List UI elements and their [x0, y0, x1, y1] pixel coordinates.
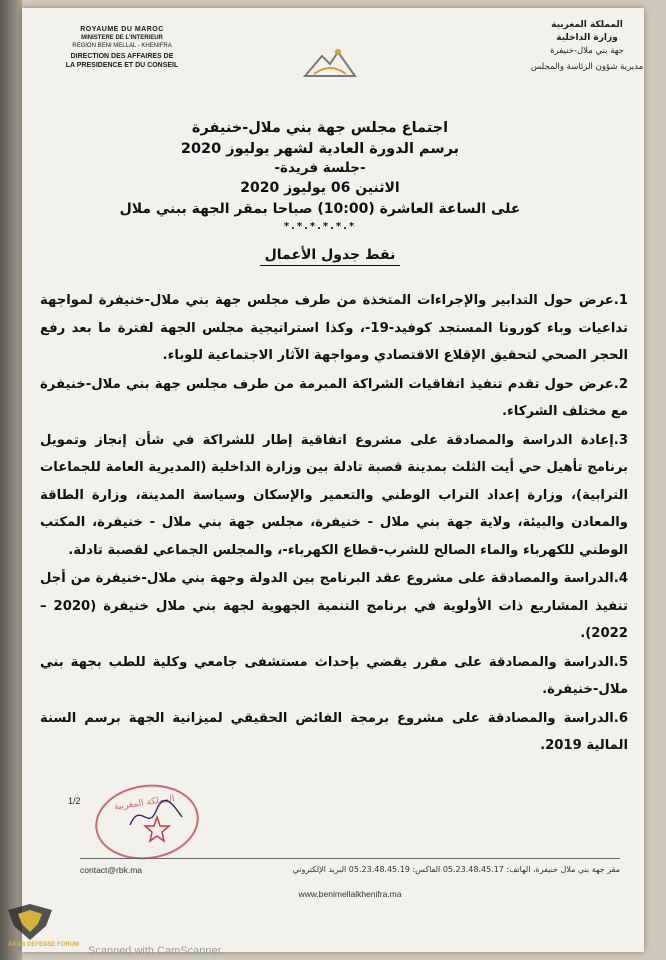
- header-left-line2: MINISTERE DE L'INTERIEUR: [81, 35, 163, 41]
- header-left-line4: DIRECTION DES AFFAIRES DE: [70, 53, 174, 60]
- stamp-text: المملكة المغربية: [113, 793, 176, 813]
- agenda-item-number: 5.: [613, 654, 628, 670]
- page-edge-shadow: [0, 0, 22, 960]
- region-logo-icon: [300, 44, 360, 84]
- header-right-line4: مديرية شؤون الرئاسة والمجلس: [530, 62, 644, 72]
- agenda-item-number: 3.: [613, 432, 628, 448]
- agenda-item-text: الدراسة والمصادقة على مقرر يقضي بإحداث مستشفى جامعي وكلية للطب بجهة بني ملال-خنيفرة.: [40, 654, 628, 697]
- forum-watermark-text: ARAB DEFENSE FORUM: [8, 942, 80, 948]
- agenda-item: [40, 287, 628, 370]
- footer-address: مقر جهة بني ملال خنيفرة، الهاتف: 05.23.48.45.17 الفاكس: 05.23.48.45.19 البريد الإلكتروني: [292, 865, 620, 874]
- agenda-list: [40, 287, 628, 761]
- heading-date: الاثنين 06 يوليوز 2020: [240, 180, 400, 196]
- heading-line1: اجتماع مجلس جهة بني ملال-خنيفرة: [191, 120, 449, 136]
- header-right-arabic: [522, 20, 652, 72]
- agenda-item: [40, 649, 628, 704]
- header-left-french: [22, 26, 222, 70]
- header-left-line1: ROYAUME DU MAROC: [80, 26, 164, 33]
- heading-line2: برسم الدورة العادية لشهر يوليوز 2020: [180, 141, 460, 157]
- agenda-item: [40, 427, 628, 565]
- footer-email[interactable]: contact@rbk.ma: [80, 865, 143, 875]
- header-right-line2: وزارة الداخلية: [556, 33, 618, 43]
- signature-icon: [126, 795, 186, 835]
- agenda-item-number: 6.: [613, 710, 628, 726]
- agenda-item-number: 4.: [613, 571, 628, 586]
- camscanner-watermark: Scanned with CamScanner: [88, 945, 222, 957]
- footer: [80, 858, 620, 899]
- header-left-line3: REGION BENI MELLAL - KHENIFRA: [72, 43, 172, 49]
- heading-line3: -جلسة فريدة-: [274, 160, 366, 176]
- agenda-item-text: إعادة الدراسة والمصادقة على مشروع اتفاقية إطار للشراكة في شأن إنجاز وتمويل برنامج تأهيل حي أيت الثلث بمدينة قصبة تادلة بين وزارة الداخلية (المديرية العامة للجماعات الترابية)، وزارة إعداد التراب الوطني والتعمير والإسكان وسياسة المدينة، وزارة الطاقة والمعادن والبيئة، ولاية جهة بني ملال - خنيفرة، مجلس جهة بني ملال - خنيفرة، المكتب الوطني للكهرباء والماء الصالح للشرب-قطاع الكهرباء-، والمجلس الجماعي لقصبة تادلة.: [40, 432, 628, 558]
- meeting-heading: [40, 118, 600, 234]
- page-number: 1/2: [68, 796, 81, 806]
- heading-separator: *.*.*.*.*.*: [283, 221, 357, 232]
- header-left-line5: LA PRESIDENCE ET DU CONSEIL: [65, 62, 179, 69]
- agenda-item-text: عرض حول التدابير والإجراءات المتخذة من طرف مجلس جهة بني ملال-خنيفرة لمواجهة تداعيات وباء كورونا المستجد كوفيد-19-، وكذا استراتيجية مجلس الجهة لفترة ما بعد رفع الحجر الصحي لتحقيق الإقلاع الاقتصادي ومواجهة الآثار الاجتماعية للوباء.: [40, 293, 628, 363]
- header-right-line3: جهة بني ملال-خنيفرة: [550, 46, 624, 56]
- footer-website[interactable]: www.benimellalkhenifra.ma: [298, 889, 402, 899]
- agenda-title: نقط جدول الأعمال: [260, 247, 400, 266]
- agenda-item-number: 2.: [613, 376, 628, 392]
- agenda-item-text: الدراسة والمصادقة على مشروع عقد البرنامج بين الدولة وجهة بني ملال-خنيفرة من أجل تنفيذ المشاريع ذات الأولوية في برنامج التنمية الجهوية لجهة بني ملال خنيفرة (2020 – 2022).: [40, 571, 629, 641]
- header-right-line1: المملكة المغربية: [551, 20, 623, 30]
- heading-time-location: على الساعة العاشرة (10:00) صباحا بمقر الجهة ببني ملال: [119, 201, 521, 217]
- agenda-item-number: 1.: [613, 293, 628, 308]
- agenda-item: [40, 565, 628, 648]
- agenda-item: [40, 705, 628, 760]
- agenda-item: [40, 371, 628, 426]
- agenda-item-text: عرض حول تقدم تنفيذ اتفاقيات الشراكة المبرمة من طرف مجلس جهة بني ملال-خنيفرة مع مختلف الشركاء.: [40, 376, 628, 419]
- agenda-item-text: الدراسة والمصادقة على مشروع برمجة الفائض الحقيقي لميزانية الجهة برسم السنة المالية 2019.: [40, 710, 628, 753]
